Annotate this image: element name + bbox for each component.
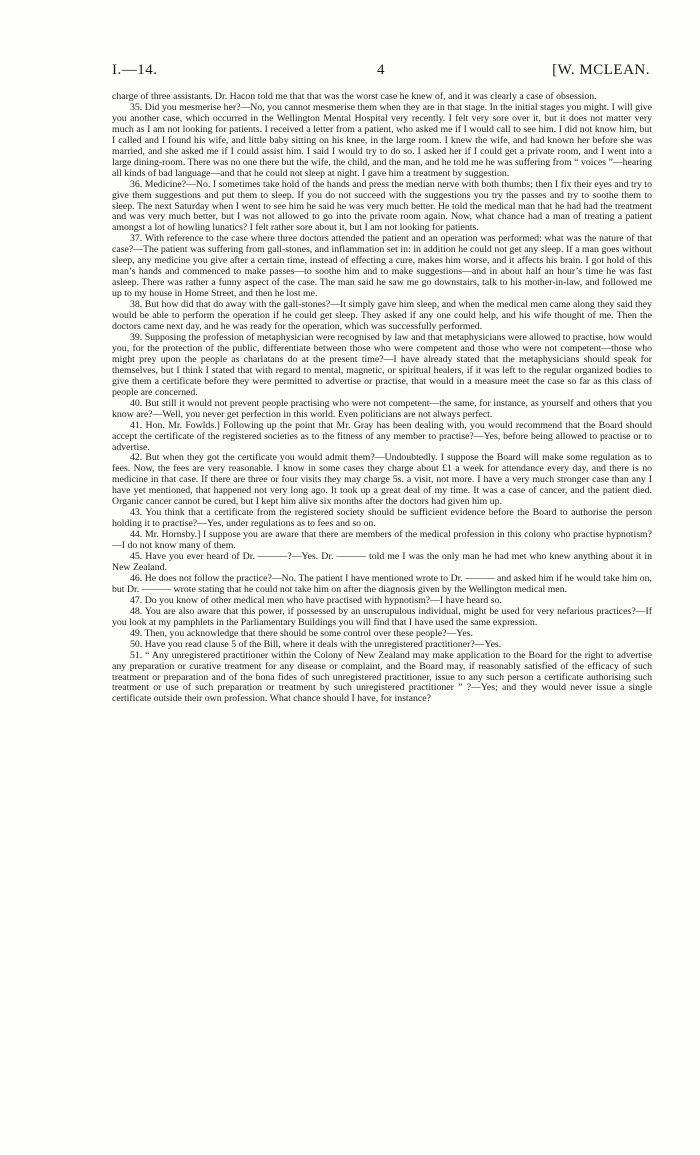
paragraph: 43. You think that a certificate from the registered society should be sufficient evidence before the Board to authorise the person holding it to practise?—Yes, under regulations as to fees and so on. bbox=[112, 507, 652, 530]
paragraph: 50. Have you read clause 5 of the Bill, where it deals with the unregistered practitioner?—Yes. bbox=[130, 638, 502, 650]
header-paper-number: I.—14. bbox=[112, 62, 158, 78]
paragraph: 42. But when they got the certificate you would admit them?—Undoubtedly. I suppose the Board will make some regulation as to fees. Now, the fees are very reasonable. I know in some cases they charge about £1 a week for attendance every day, and there is no medicine in that case. If there are three or four visits they may charge 5s. a visit, not more. I have a very much stronger case than any I have yet mentioned, that happened not very long ago. It took up a great deal of my time. It was a case of cancer, and the patient died. Organic cancer cannot be cured, but I kept him alive six months after the doctors had given him up. bbox=[112, 452, 652, 508]
paragraph: 44. Mr. Hornsby.] I suppose you are aware that there are members of the medical profession in this colony who practise hypnotism?—I do not know many of them. bbox=[112, 529, 652, 552]
header-page-number: 4 bbox=[377, 62, 385, 78]
page-header bbox=[112, 62, 650, 82]
paragraph: 48. You are also aware that this power, if possessed by an unscrupulous individual, might be used for very nefarious practices?—If you look at my pamphlets in the Parliamentary Buildings you will find that I have used the same expression. bbox=[112, 605, 652, 628]
paragraph: 47. Do you know of other medical men who have practised with hypnotism?—I have heard so. bbox=[130, 594, 502, 606]
header-witness-name: [W. MCLEAN. bbox=[552, 62, 650, 78]
paragraph: 39. Supposing the profession of metaphysician were recognised by law and that metaphysicians were allowed to practise, how would you, for the protection of the public, differentiate between those who were competent and those who were not competent—those who might prey upon the people as charlatans do at the present time?—I have already stated that the metaphysicians should speak for themselves, but I think I stated that with regard to mental, magnetic, or spiritual healers, if it was left to the regular organized bodies to give them a certificate before they were permitted to advertise or practise, that would in a measure meet the case so far as this class of people are concerned. bbox=[112, 331, 652, 398]
paragraph: charge of three assistants. Dr. Hacon told me that that was the worst case he knew of, and it was clearly a case of obsession. bbox=[112, 91, 597, 102]
paragraph: 35. Did you mesmerise her?—No, you cannot mesmerise them when they are in that stage. In the initial stages you might. I will give you another case, which occurred in the Wellington Mental Hospital very recently. I felt very sore over it, but it does not matter very much as I am not looking for patients. I received a letter from a patient, who asked me if I would call to see him. I did not know him, but I called and I found his wife, and little baby sitting on his knee, in the large room. I knew the wife, and had known her before she was married, and she asked me if I could assist him. I said I would try to do so. I asked her if I could get a private room, and I went into a large dining-room. There was no one there but the wife, the child, and the man, and he told me he was suffering from “ voices ”—hearing all kinds of bad language—and that he could not sleep at night. I gave him a treatment by suggestion. bbox=[112, 101, 652, 179]
paragraph: 51. “ Any unregistered practitioner within the Colony of New Zealand may make application to the Board for the right to advertise any preparation or curative treatment for any disease or complaint, and the Board may, if reasonably satisfied of the efficacy of such treatment or preparation and of the bona fides of such unregistered practitioner, issue to any such person a certificate authorising such treatment or use of such preparation or treatment by such unregistered practitioner ” ?—Yes; and they would never issue a single certificate outside their own profession. What chance should I have, for instance? bbox=[112, 649, 652, 705]
paragraph: 45. Have you ever heard of Dr. ———?—Yes. Dr. ——— told me I was the only man he had met who knew anything about it in New Zealand. bbox=[112, 551, 652, 573]
paragraph: 46. He does not follow the practice?—No. The patient I have mentioned wrote to Dr. ——— and asked him if he would take him on, but Dr. ——— wrote stating that he could not take him on after the diagnosis given by the Wellington medical men. bbox=[112, 572, 652, 595]
paragraph: 37. With reference to the case where three doctors attended the patient and an operation was performed: what was the nature of that case?—The patient was suffering from gall-stones, and inflammation set in: in addition he could not get any sleep. If a man goes without sleep, any medicine you give after a certain time, instead of effecting a cure, makes him worse, and it affects his brain. I got hold of this man’s hands and commenced to make passes—to soothe him and to make suggestions—and in about half an hour’s time he was fast asleep. There was rather a funny aspect of the case. The man said he saw me go downstairs, talk to his mother-in-law, and followed me up to my house in Home Street, and then he lost me. bbox=[112, 233, 652, 300]
paragraph: 38. But how did that do away with the gall-stones?—It simply gave him sleep, and when the medical men came along they said they would be able to perform the operation if he could get sleep. They asked if any one could help, and his wife thought of me. Then the doctors came next day, and he was ready for the operation, which was successfully performed. bbox=[112, 299, 652, 333]
paragraph: 49. Then, you acknowledge that there should be some control over these people?—Yes. bbox=[130, 627, 473, 639]
document-body bbox=[112, 92, 652, 705]
paragraph: 41. Hon. Mr. Fowlds.] Following up the point that Mr. Gray has been dealing with, you would recommend that the Board should accept the certificate of the registered societies as to the fitness of any member to practise?—Yes, before being allowed to practise or to advertise. bbox=[112, 419, 652, 453]
paragraph: 40. But still it would not prevent people practising who were not competent—the same, for instance, as yourself and others that you know are?—Well, you never get perfection in this world. Even politicians are not always perfect. bbox=[112, 397, 652, 420]
paragraph: 36. Medicine?—No. I sometimes take hold of the hands and press the median nerve with both thumbs; then I fix their eyes and try to give them suggestions and put them to sleep. If you do not succeed with the suggestions you try the passes and try to soothe them to sleep. The next Saturday when I went to see him he said he was very much better. He told the medical man that he had had the treatment and was very much better, but I was not allowed to go into the private room again. Now, what chance had a man of treating a patient amongst a lot of howling lunatics? I felt rather sore about it, but I am not looking for patients. bbox=[112, 178, 652, 234]
